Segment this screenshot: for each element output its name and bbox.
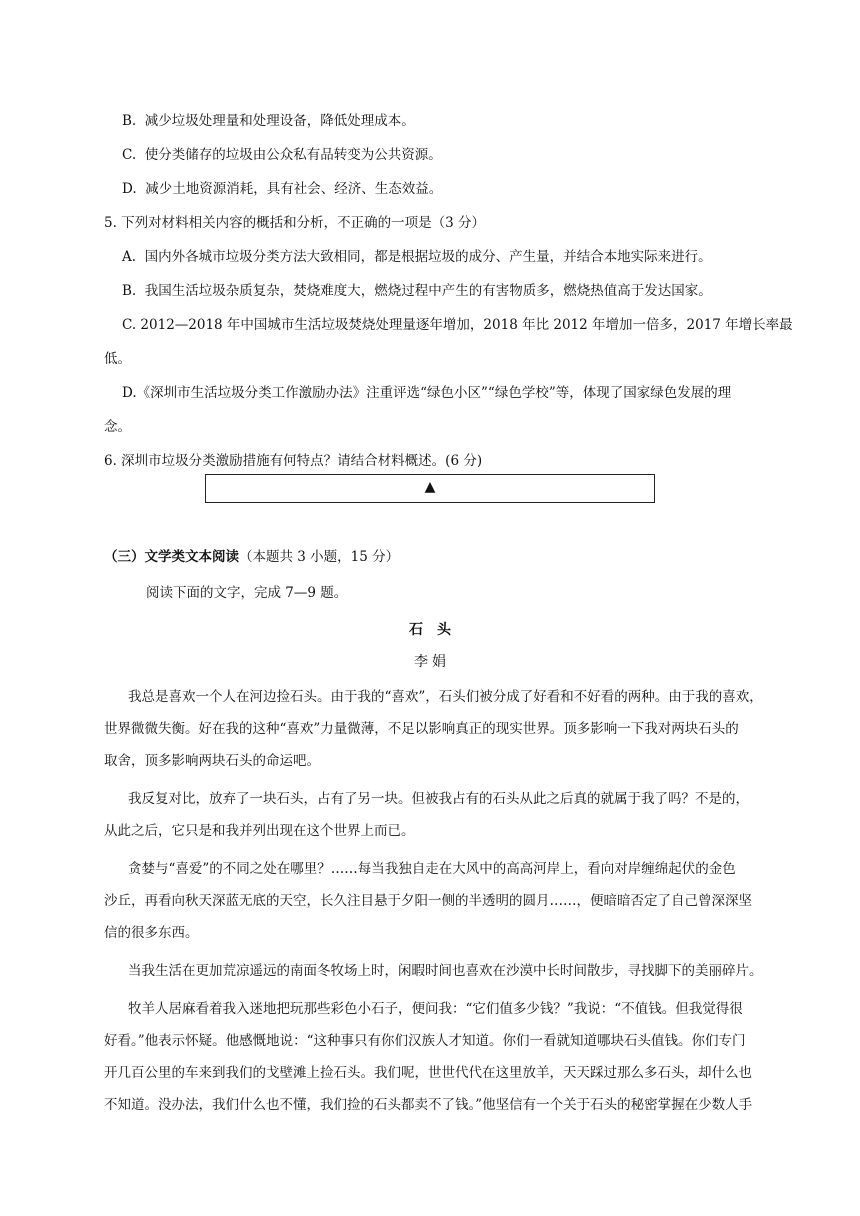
article-line: 从此之后，它只是和我并列出现在这个世界上而已。 xyxy=(104,823,415,839)
q5-option-a: A. 国内外各城市垃圾分类方法大致相同，都是根据垃圾的成分、产生量，并结合本地实际来进行。 xyxy=(122,249,712,265)
article-line: 开几百公里的车来到我们的戈壁滩上捡石头。我们呢，世世代代在这里放羊，天天踩过那么多石头，却什么也 xyxy=(104,1065,752,1081)
article-line: 不知道。没办法，我们什么也不懂，我们捡的石头都卖不了钱。”他坚信有一个关于石头的秘密掌握在少数人手 xyxy=(104,1097,753,1113)
q5-option-b: B. 我国生活垃圾杂质复杂，焚烧难度大，燃烧过程中产生的有害物质多，燃烧热值高于发达国家。 xyxy=(122,283,712,299)
q5-option-c-line2: 低。 xyxy=(104,351,131,367)
section-heading-note: （本题共 3 小题，15 分） xyxy=(239,549,400,565)
article-line: 当我生活在更加荒凉遥远的南面冬牧场上时，闲暇时间也喜欢在沙漠中长时间散步，寻找脚下的美丽碎片。 xyxy=(128,963,763,979)
article-line: 好看。”他表示怀疑。他感慨地说：“这种事只有你们汉族人才知道。你们一看就知道哪块石头值钱。你们专门 xyxy=(104,1033,746,1049)
article-line: 世界微微失衡。好在我的这种“喜欢”力量微薄，不足以影响真正的现实世界。顶多影响一下我对两块石头的 xyxy=(104,721,739,737)
q4-option-c: C. 使分类储存的垃圾由公众私有品转变为公共资源。 xyxy=(122,147,442,163)
article-line: 我反复对比，放弃了一块石头，占有了另一块。但被我占有的石头从此之后真的就属于我了吗？不是的， xyxy=(128,791,749,807)
answer-mark-icon: ▲ xyxy=(424,479,436,495)
reading-instruction: 阅读下面的文字，完成 7—9 题。 xyxy=(146,585,348,601)
article-line: 取舍，顶多影响两块石头的命运吧。 xyxy=(104,753,320,769)
answer-box[interactable] xyxy=(205,474,655,503)
article-line: 我总是喜欢一个人在河边捡石头。由于我的“喜欢”，石头们被分成了好看和不好看的两种。由于我的喜欢， xyxy=(128,689,763,705)
q5-option-d-line2: 念。 xyxy=(104,419,131,435)
q4-option-d: D. 减少土地资源消耗，具有社会、经济、生态效益。 xyxy=(122,181,443,197)
q5-option-d-line1: D.《深圳市生活垃圾分类工作激励办法》注重评选“绿色小区”“绿色学校”等，体现了国家绿色发展的理 xyxy=(122,385,732,401)
q4-option-b: B. 减少垃圾处理量和处理设备，降低处理成本。 xyxy=(122,113,415,129)
q6-stem: 6. 深圳市垃圾分类激励措施有何特点？请结合材料概述。(6 分) xyxy=(104,453,483,469)
article-line: 沙丘，再看向秋天深蓝无底的天空，长久注目悬于夕阳一侧的半透明的圆月……，便暗暗否定了自己曾深深坚 xyxy=(104,893,752,909)
q5-option-c-line1: C. 2012—2018 年中国城市生活垃圾焚烧处理量逐年增加，2018 年比 2012 年增加一倍多，2017 年增长率最 xyxy=(122,317,793,333)
article-line: 贪婪与“喜爱”的不同之处在哪里？……每当我独自走在大风中的高高河岸上，看向对岸缠绵起伏的金色 xyxy=(128,861,736,877)
section-heading xyxy=(104,548,399,566)
article-title: 石头 xyxy=(409,622,465,638)
article-line: 牧羊人居麻看着我入迷地把玩那些彩色小石子，便问我：“它们值多少钱？”我说：“不值钱。但我觉得很 xyxy=(128,1001,743,1017)
section-heading-title: （三）文学类文本阅读 xyxy=(104,549,239,565)
article-author: 李娟 xyxy=(414,654,450,670)
q5-stem: 5. 下列对材料相关内容的概括和分析，不正确的一项是（3 分） xyxy=(104,215,486,231)
article-line: 信的很多东西。 xyxy=(104,925,199,941)
